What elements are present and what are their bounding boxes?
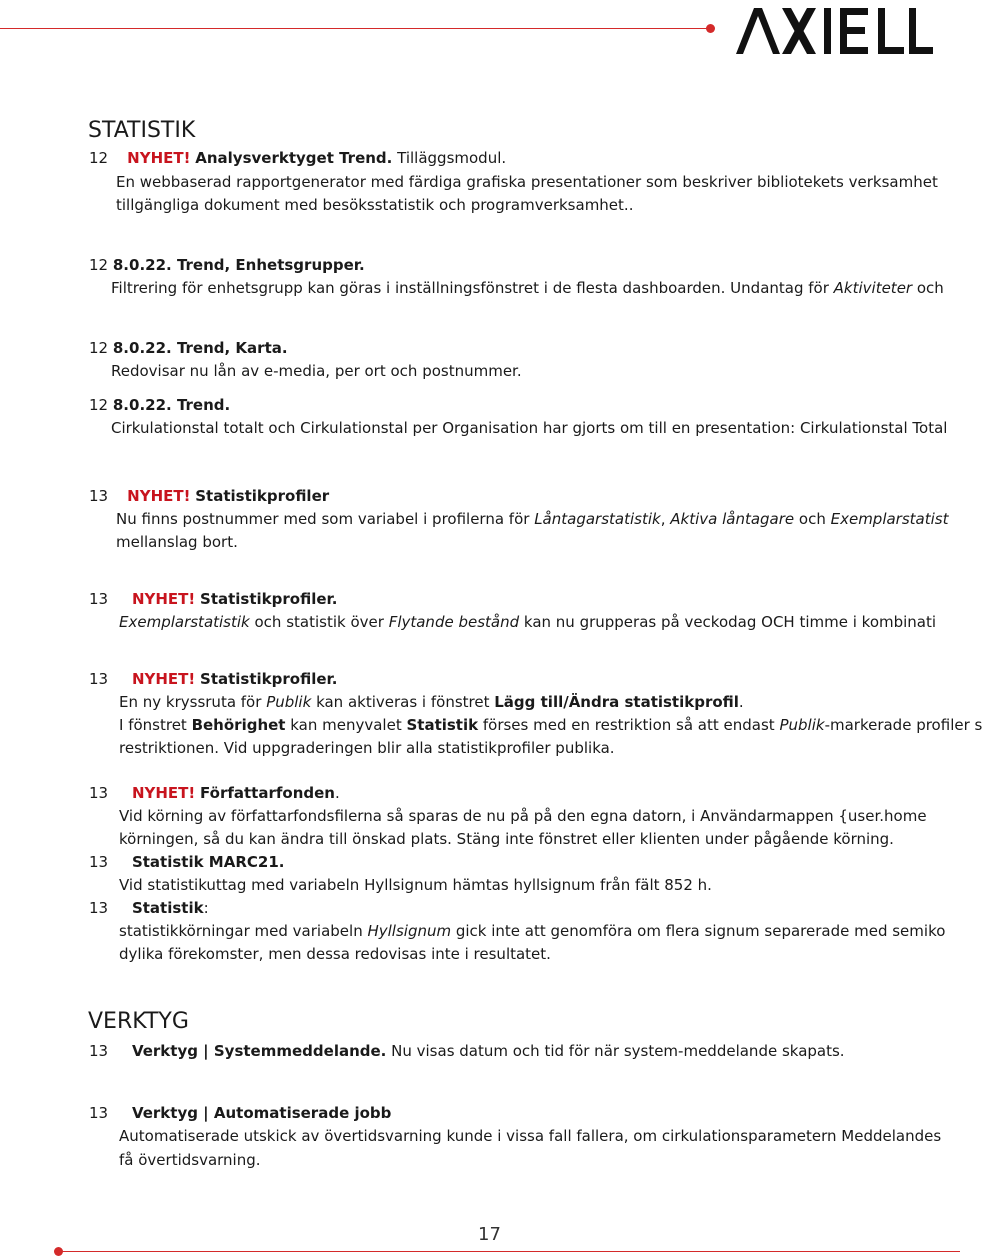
text-run: kan aktiveras i fönstret bbox=[311, 693, 495, 711]
item-title: 8.0.22. Trend. bbox=[112, 396, 231, 414]
text-run: och bbox=[794, 510, 831, 528]
item-trend-karta bbox=[89, 338, 288, 358]
item-statistik-hyllsignum bbox=[89, 898, 209, 918]
item-statistik-marc21 bbox=[89, 852, 284, 872]
text-run: och statistik över bbox=[249, 613, 389, 631]
text-run: Nu finns postnummer med som variabel i profilerna för bbox=[116, 510, 535, 528]
release-number: 12 bbox=[89, 256, 109, 274]
axiell-logo bbox=[734, 4, 934, 56]
item-statistikprofiler-postnummer bbox=[89, 486, 329, 506]
release-number: 12 bbox=[89, 339, 109, 357]
item-title: Författarfonden bbox=[200, 784, 335, 802]
item-title: 8.0.22. Trend, Karta. bbox=[112, 339, 288, 357]
text-run: Nu visas datum och tid för när system-meddelande skapats. bbox=[386, 1042, 845, 1060]
item-title: Statistik MARC21. bbox=[131, 853, 285, 871]
item-text-line: få övertidsvarning. bbox=[119, 1151, 261, 1169]
text-run: -markerade profiler s bbox=[824, 716, 982, 734]
text-run: I fönstret bbox=[119, 716, 192, 734]
item-text-line: En webbaserad rapportgenerator med färdiga grafiska presentationer som beskriver bibliotekets verksamhet bbox=[116, 173, 938, 191]
item-trend-enhetsgrupper bbox=[89, 255, 365, 275]
item-title: 8.0.22. Trend, Enhetsgrupper. bbox=[112, 256, 365, 274]
item-text-line bbox=[119, 692, 744, 712]
text-run: kan menyvalet bbox=[285, 716, 407, 734]
text-run: Exemplarstatistik bbox=[119, 613, 250, 631]
text-run: kan nu grupperas på veckodag OCH timme i kombinati bbox=[519, 613, 937, 631]
release-number: 12 bbox=[89, 149, 109, 167]
text-run: Låntagarstatistik bbox=[534, 510, 661, 528]
item-text-line: Vid statistikuttag med variabeln Hyllsignum hämtas hyllsignum från fält 852 h. bbox=[119, 876, 712, 894]
text-run: Behörighet bbox=[191, 716, 286, 734]
item-title: Statistikprofiler. bbox=[200, 590, 338, 608]
text-run: statistikkörningar med variabeln bbox=[119, 922, 368, 940]
item-text-line bbox=[119, 921, 945, 941]
item-verktyg-systemmeddelande bbox=[89, 1041, 845, 1061]
text-run: Filtrering för enhetsgrupp kan göras i inställningsfönstret i de flesta dashboarden. Undantag för bbox=[111, 279, 834, 297]
item-text-line bbox=[119, 715, 982, 735]
item-suffix: Tilläggsmodul. bbox=[397, 149, 507, 167]
text-run: , bbox=[660, 510, 671, 528]
item-text-line bbox=[119, 612, 936, 632]
item-title: Analysverktyget Trend. bbox=[195, 149, 393, 167]
item-text-line: Automatiserade utskick av övertidsvarning kunde i vissa fall fallera, om cirkulationsparametern Meddelandes bbox=[119, 1127, 942, 1145]
item-title: Statistikprofiler bbox=[195, 487, 330, 505]
item-text-line: Vid körning av författarfondsfilerna så sparas de nu på på den egna datorn, i Användarmappen {user.home bbox=[119, 807, 927, 825]
item-forfattarfonden bbox=[89, 783, 340, 803]
text-run: . bbox=[334, 784, 340, 802]
item-text-line: restriktionen. Vid uppgraderingen blir alla statistikprofiler publika. bbox=[119, 739, 615, 757]
item-text-line: mellanslag bort. bbox=[116, 533, 238, 551]
release-number: 13 bbox=[89, 1104, 109, 1122]
text-run: Aktiviteter bbox=[833, 279, 913, 297]
item-title: Verktyg | Systemmeddelande. bbox=[131, 1042, 387, 1060]
release-number: 13 bbox=[89, 853, 109, 871]
item-text-line: Redovisar nu lån av e-media, per ort och postnummer. bbox=[111, 362, 522, 380]
footer-rule bbox=[60, 1251, 960, 1252]
section-heading-statistik: STATISTIK bbox=[88, 118, 196, 143]
text-run: Publik bbox=[779, 716, 825, 734]
item-text-line bbox=[116, 509, 949, 529]
item-title: Statistikprofiler. bbox=[200, 670, 338, 688]
item-text-line: körningen, så du kan ändra till önskad plats. Stäng inte fönstret eller klienten under pågående körning. bbox=[119, 830, 894, 848]
header-rule bbox=[0, 28, 712, 29]
item-title: Statistik bbox=[131, 899, 204, 917]
item-statistikprofiler-veckodag bbox=[89, 589, 337, 609]
new-badge: NYHET! bbox=[127, 487, 191, 505]
footer-rule-dot bbox=[54, 1247, 63, 1256]
new-badge: NYHET! bbox=[131, 590, 196, 608]
text-run: Exemplarstatist bbox=[830, 510, 949, 528]
text-run: . bbox=[738, 693, 744, 711]
release-number: 13 bbox=[89, 899, 109, 917]
text-run: Flytande bestånd bbox=[388, 613, 520, 631]
release-number: 13 bbox=[89, 1042, 109, 1060]
item-text-line: dylika förekomster, men dessa redovisas inte i resultatet. bbox=[119, 945, 551, 963]
item-statistikprofiler-publik bbox=[89, 669, 337, 689]
item-text-line bbox=[111, 278, 944, 298]
item-text-line: tillgängliga dokument med besöksstatistik och programverksamhet.. bbox=[116, 196, 634, 214]
header-rule-dot bbox=[706, 24, 715, 33]
item-trend bbox=[89, 395, 230, 415]
text-run: En ny kryssruta för bbox=[119, 693, 267, 711]
item-title: Verktyg | Automatiserade jobb bbox=[131, 1104, 392, 1122]
new-badge: NYHET! bbox=[131, 670, 196, 688]
text-run: Lägg till/Ändra statistikprofil bbox=[494, 693, 739, 711]
text-run: : bbox=[203, 899, 209, 917]
item-verktyg-automatiserade-jobb bbox=[89, 1103, 391, 1123]
text-run: Hyllsignum bbox=[367, 922, 452, 940]
section-heading-verktyg: VERKTYG bbox=[88, 1009, 189, 1034]
new-badge: NYHET! bbox=[131, 784, 196, 802]
text-run: Publik bbox=[266, 693, 312, 711]
text-run: Aktiva låntagare bbox=[670, 510, 795, 528]
new-badge: NYHET! bbox=[127, 149, 191, 167]
text-run: förses med en restriktion så att endast bbox=[478, 716, 780, 734]
item-text-line: Cirkulationstal totalt och Cirkulationstal per Organisation har gjorts om till en presentation: Cirkulationstal Total bbox=[111, 419, 948, 437]
release-number: 13 bbox=[89, 590, 109, 608]
item-analysverktyget-trend bbox=[89, 148, 506, 168]
release-number: 13 bbox=[89, 487, 109, 505]
release-number: 13 bbox=[89, 784, 109, 802]
release-number: 13 bbox=[89, 670, 109, 688]
text-run: gick inte att genomföra om flera signum separerade med semiko bbox=[451, 922, 946, 940]
text-run: Statistik bbox=[406, 716, 479, 734]
text-run: och bbox=[912, 279, 944, 297]
page-number: 17 bbox=[478, 1224, 501, 1245]
release-number: 12 bbox=[89, 396, 109, 414]
